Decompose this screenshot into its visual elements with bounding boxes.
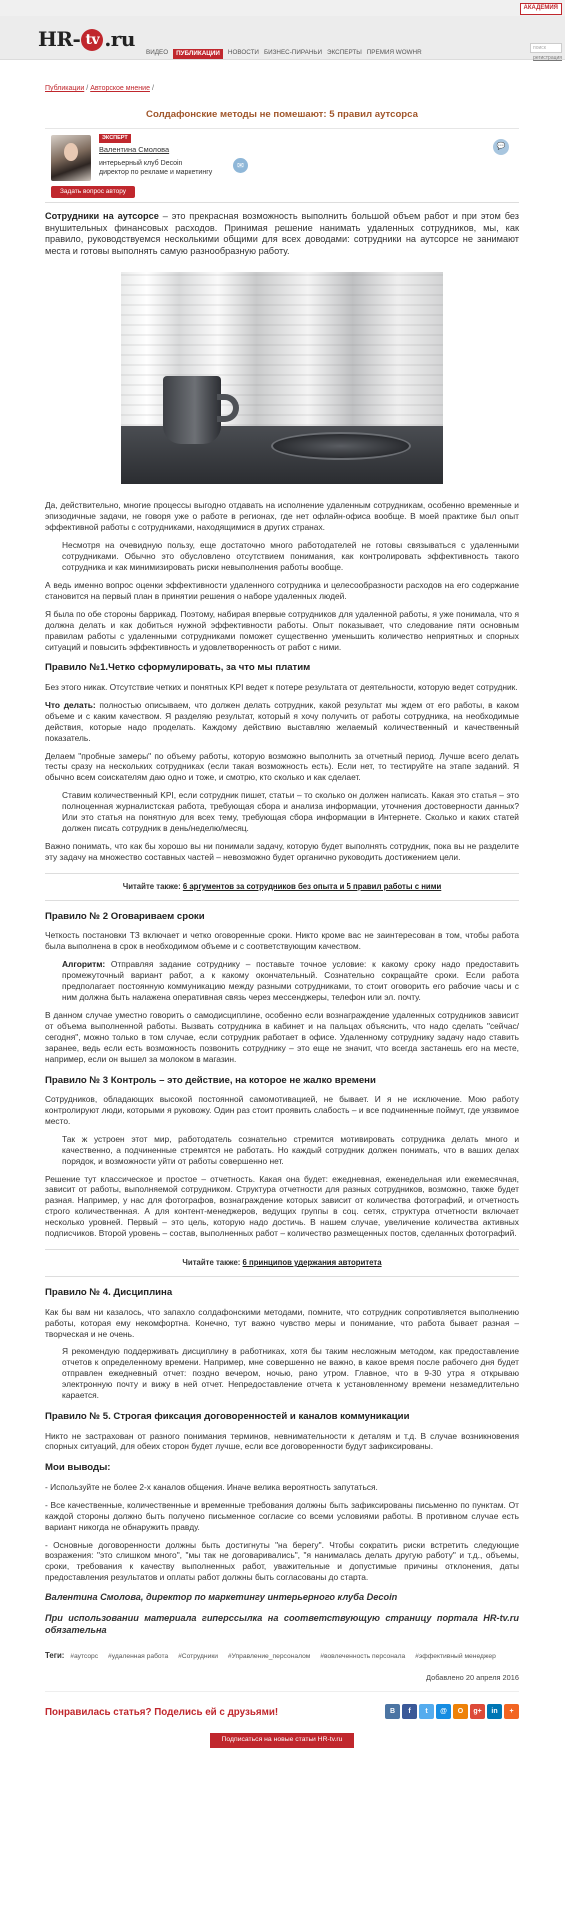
section-heading: Правило № 2 Оговариваем сроки: [45, 910, 205, 922]
conclusion-item: - Используйте не более 2-х каналов общения. Иначе велика вероятность запутаться.: [45, 1481, 378, 1492]
lead-paragraph: Сотрудники на аутсорсе – это прекрасная возможность выполнить большой объем работ и при этом без внушительных финансовых расходов. Принимая решение нанимать удаленных сотрудников, мы, как правило, руководствуемся несколькими общими для всех доводами: сотрудники на аутсорсе не занимают места и готовы выполнять самую разнообразную работу.: [45, 210, 519, 257]
quote: Так ж устроен этот мир, работодатель сознательно стремится мотивировать сотрудника делать много и качественно, а подчиненные стремятся не работать. Но каждый сотрудник должен понимать, что в ваших делах порядок, и возможности уйти от работы совершенно нет.: [62, 1133, 519, 1166]
paragraph: Четкость постановки ТЗ включает и четко оговоренные сроки. Никто кроме вас не заинтересован в том, чтобы работа была выполнена в срок в необходимом объеме и с соответствующим качеством.: [45, 930, 519, 952]
site-header: [0, 16, 565, 60]
author-position: директор по рекламе и маркетингу: [99, 168, 213, 176]
author-signature: Валентина Смолова, директор по маркетингу интерьерного клуба Decoin: [45, 1592, 398, 1603]
paragraph: Как бы вам ни казалось, что запахло солдафонскими методами, помните, что сотрудник сопротивляется выполнению работы, которая ему некомфортна. Конечно, тут важно чувство меры и понимание, что работа бывает разная – творческая и не очень.: [45, 1306, 519, 1339]
quote: Алгоритм: Отправляя задание сотруднику – поставьте точное условие: к какому сроку надо предоставить промежуточный вариант работ, а к какому окончательный. Сознательно сокращайте сроки. Если работа предполагает постоянную коммуникацию между разными сотрудниками, то стоит оговорить его рабочие часы и с ним должна быть налажена оперативная связь через мессенджеры, телефон или эл. почту.: [62, 959, 519, 1003]
section-heading: Правило № 4. Дисциплина: [45, 1287, 173, 1299]
comments-icon[interactable]: 💬: [493, 139, 509, 155]
subscribe-block: [45, 1733, 519, 1748]
share-prompt: Понравилась статья? Поделись ей с друзьями!: [45, 1706, 279, 1718]
paragraph: Никто не застрахован от разного понимания терминов, невнимательности к деталям и т.д. В случае возникновения спорных ситуаций, для обеих сторон будет лучше, если все договоренности будут зафиксированы.: [45, 1430, 519, 1452]
quote: Ставим количественный KPI, если сотрудник пишет, статьи – то сколько он должен написать. Какая это статья – это полноценная журналистская работа, требующая сбора и анализа информации, уточнения достоверности данных? Или это статья на понятную для всех тему, требующая сбора информации в Интернете. Сколько и каких статей должен писать сотрудник в день/неделю/месяц.: [62, 790, 519, 834]
breadcrumb-publications[interactable]: Публикации: [45, 85, 85, 92]
breadcrumb-author-opinion[interactable]: Авторское мнение: [90, 85, 150, 92]
paragraph: Делаем "пробные замеры" по объему работы, которую возможно выполнить за отчетный период. Лучше всего делать тесты сразу на нескольких сотрудниках (если такая возможность есть). Если нет, то тестируйте на этапе заданий. Я обычно всем соискателям даю одно и тоже, и смотрю, кто сколько и как сделает.: [45, 750, 519, 783]
tag-link[interactable]: #удаленная работа: [107, 1653, 169, 1661]
quote: Несмотря на очевидную пользу, еще достаточно много работодателей не готовы связываться с удаленными сотрудниками. Обычно это обусловлено отсутствием понимания, как контролировать эффективность такого сотрудника и как минимизировать риски невыполнения работы вообще.: [62, 540, 519, 572]
section-heading: Правило № 3 Контроль – это действие, на которое не жалко времени: [45, 1074, 376, 1086]
logo-text-right: .ru: [104, 27, 135, 51]
author-avatar[interactable]: [51, 135, 91, 181]
paragraph: Без этого никак. Отсутствие четких и понятных KPI ведет к потере результата от деятельности, которую ведет сотрудник.: [45, 681, 518, 692]
top-bar: [0, 0, 565, 16]
paragraph: Что делать: полностью описываем, что должен делать сотрудник, какой результат мы ждем от его работы, в каком объеме и с каким качеством. Я разделяю результат, который я хочу получить от работы сотрудника, на необходимые действия, которые надо проделать. Каждому действию выставляю желаемый количественный и качественный показатель.: [45, 699, 520, 743]
section-heading: Правило №1.Четко сформулировать, за что мы платим: [45, 662, 311, 674]
read-also-block: Читайте также: 6 принципов удержания авторитета: [45, 1249, 519, 1277]
quote: Я рекомендую поддерживать дисциплину в работниках, хотя бы таким несложным методом, как предоставление отчетов к определенному времени. Например, мне совершенно не важно, в какое время после рабочего дня будет отправлен ежедневный отчет: поздно вечером, ночью, рано утром. Главное, что в 9-30 утра я открываю электронную почту и вижу в ней отчет. Непредоставление отчета к установленному времени незамедлительно карается.: [62, 1346, 519, 1401]
tag-link[interactable]: #аутсорс: [70, 1653, 99, 1661]
paragraph: Я была по обе стороны баррикад. Поэтому, набирая впервые сотрудников для удаленной работы, я уже понимала, что я должна делать и как добиться нужной эффективности работы. Опыт показывает, что следование пяти основным правилам работы с удаленными сотрудниками поможет существенно уменьшить количество неприятных и спорных ситуаций и повысить эффективность и удовлетворенность от работ с ними.: [45, 608, 519, 652]
divider: [45, 202, 519, 203]
tag-link[interactable]: #Управление_персоналом: [227, 1653, 311, 1661]
register-link[interactable]: регистрация: [533, 55, 562, 61]
twitter-share-icon[interactable]: t: [419, 1704, 434, 1719]
facebook-share-icon[interactable]: f: [402, 1704, 417, 1719]
conclusion-item: - Все качественные, количественные и временные требования должны быть зафиксированы письменно по пунктам. От каждой стороны должно быть получено письменное согласие со всеми условиями работы. В противном случае есть вариант никогда не обнаружить правду.: [45, 1499, 519, 1532]
main-nav: [146, 49, 422, 59]
author-name-link[interactable]: Валентина Смолова: [99, 144, 170, 154]
tags-label: Теги:: [45, 1651, 65, 1661]
mailru-share-icon[interactable]: @: [436, 1704, 451, 1719]
publish-date: Добавлено 20 апреля 2016: [426, 1673, 519, 1683]
nav-item-business[interactable]: БИЗНЕС-ПИРАНЬИ: [263, 49, 323, 56]
copyright-notice: При использовании материала гиперссылка на соответствующую страницу портала HR-tv.ru обязательна: [45, 1613, 519, 1636]
article-container: [0, 84, 565, 1748]
read-also-link[interactable]: 6 принципов удержания авторитета: [242, 1258, 382, 1268]
paragraph: Решение тут классическое и простое – отчетность. Какая она будет: ежедневная, еженедельная или ежемесячная, зависит от работы, выполняемой сотрудником. Структура отчетности для разных сотрудников, возможно, также будет разная. Например, у нас для фотографов, вознаграждение которых зависит от количества фотографий, и отчетность строго количественная. А для контент-менеджеров, ведущих группы в соц. сетях, структура отчетности включает несколько уровней. Первый – это цель, которую надо достичь. В нашем случае, увеличение количества активных подписчиков. Второй уровень – состав, выполненных работ – количество размещенных постов, сделанных фотографий.: [45, 1173, 519, 1239]
section-heading: Правило № 5. Строгая фиксация договоренностей и каналов коммуникации: [45, 1411, 410, 1423]
vk-share-icon[interactable]: В: [385, 1704, 400, 1719]
more-share-icon[interactable]: +: [504, 1704, 519, 1719]
ask-author-button[interactable]: Задать вопрос автору: [51, 186, 135, 198]
author-block: [45, 128, 519, 198]
odnoklassniki-share-icon[interactable]: О: [453, 1704, 468, 1719]
read-also-link[interactable]: 6 аргументов за сотрудников без опыта и 5 правил работы с ними: [182, 881, 442, 891]
nav-item-award[interactable]: ПРЕМИЯ WOWHR: [366, 49, 422, 56]
tag-link[interactable]: #Сотрудники: [178, 1653, 219, 1661]
paragraph: Важно понимать, что как бы хорошо вы ни понимали задачу, которую будет выполнять сотрудник, пока вы не разделите эту задачу на множество составных частей – невозможно будет органично руководить достижением цели.: [45, 840, 519, 862]
expert-badge: ЭКСПЕРТ: [99, 134, 131, 143]
page-title: Солдафонские методы не помешают: 5 правил аутсорса: [146, 109, 418, 121]
linkedin-share-icon[interactable]: in: [487, 1704, 502, 1719]
section-heading: Мои выводы:: [45, 1462, 111, 1474]
share-row: [45, 1691, 519, 1721]
logo-tv-circle: tv: [81, 29, 103, 51]
nav-item-news[interactable]: НОВОСТИ: [227, 49, 259, 56]
breadcrumb: Публикации / Авторское мнение /: [45, 85, 154, 92]
nav-item-video[interactable]: ВИДЕО: [146, 49, 169, 56]
read-also-block: Читайте также: 6 аргументов за сотрудников без опыта и 5 правил работы с ними: [45, 873, 519, 901]
paragraph: Да, действительно, многие процессы выгодно отдавать на исполнение удаленным сотрудникам, особенно временные и эпизодичные задачи, не говоря уже о работе в регионах, где нет офлайн-офиса вообще. В моей практике был опыт эффективной работы с сотрудниками, находящимися в других странах.: [45, 500, 519, 533]
social-buttons: [385, 1704, 519, 1719]
tags-block: [45, 1649, 519, 1663]
logo-text-left: HR-: [38, 27, 81, 51]
googleplus-share-icon[interactable]: g+: [470, 1704, 485, 1719]
nav-item-experts[interactable]: ЭКСПЕРТЫ: [327, 49, 362, 56]
paragraph: А ведь именно вопрос оценки эффективности удаленного сотрудника и целесообразности расходов на его содержание становится на первый план в принятии решения о наборе удаленных людей.: [45, 579, 519, 601]
tag-link[interactable]: #эффективный менеджер: [415, 1653, 496, 1661]
academy-button[interactable]: АКАДЕМИЯ: [520, 3, 562, 15]
author-company: интерьерный клуб Decoin: [99, 159, 183, 167]
paragraph: Сотрудников, обладающих высокой постоянной самомотивацией, не бывает. И я не исключение. Мою работу контролируют люди, которыми я руковожу. Один раз стоит проявить слабость – и все подчиненные поймут, где уязвимое место.: [45, 1094, 519, 1126]
site-logo[interactable]: [38, 26, 135, 53]
nav-item-publications[interactable]: ПУБЛИКАЦИИ: [173, 49, 223, 59]
conclusion-item: - Основные договоренности должны быть достигнуты "на берегу". Чтобы сократить риски встретить следующие возражения: "это слишком много", "мы так не договаривались", "я нанималась делать другую работу" и т.д., объемы, сроки, требования к качеству выполненных работ, уважительные и допустимые причины отклонения, даты предоставления результатов и оплаты работ должны быть согласованы до старта.: [45, 1539, 519, 1583]
paragraph: В данном случае уместно говорить о самодисциплине, особенно если вознаграждение удаленных сотрудников зависит от объема выполненной работы. Вызвать сотрудника в кабинет и на пальцах объяснить, что надо сделать "сейчас/сегодня", можно только в том случае, если сотрудник работает в офисе. Удаленному сотруднику задачу надо ставить заранее, ведь если есть возможность позвонить сотруднику – это еще не значит, что всегда застанешь его на месте, например, если он вышел за молоком в магазин.: [45, 1009, 519, 1064]
tag-link[interactable]: #вовлеченность персонала: [320, 1653, 406, 1661]
search-input[interactable]: поиск: [530, 43, 562, 53]
mail-icon[interactable]: ✉: [233, 158, 248, 173]
article-image: [121, 272, 443, 484]
subscribe-button[interactable]: Подписаться на новые статьи HR-tv.ru: [210, 1733, 355, 1748]
